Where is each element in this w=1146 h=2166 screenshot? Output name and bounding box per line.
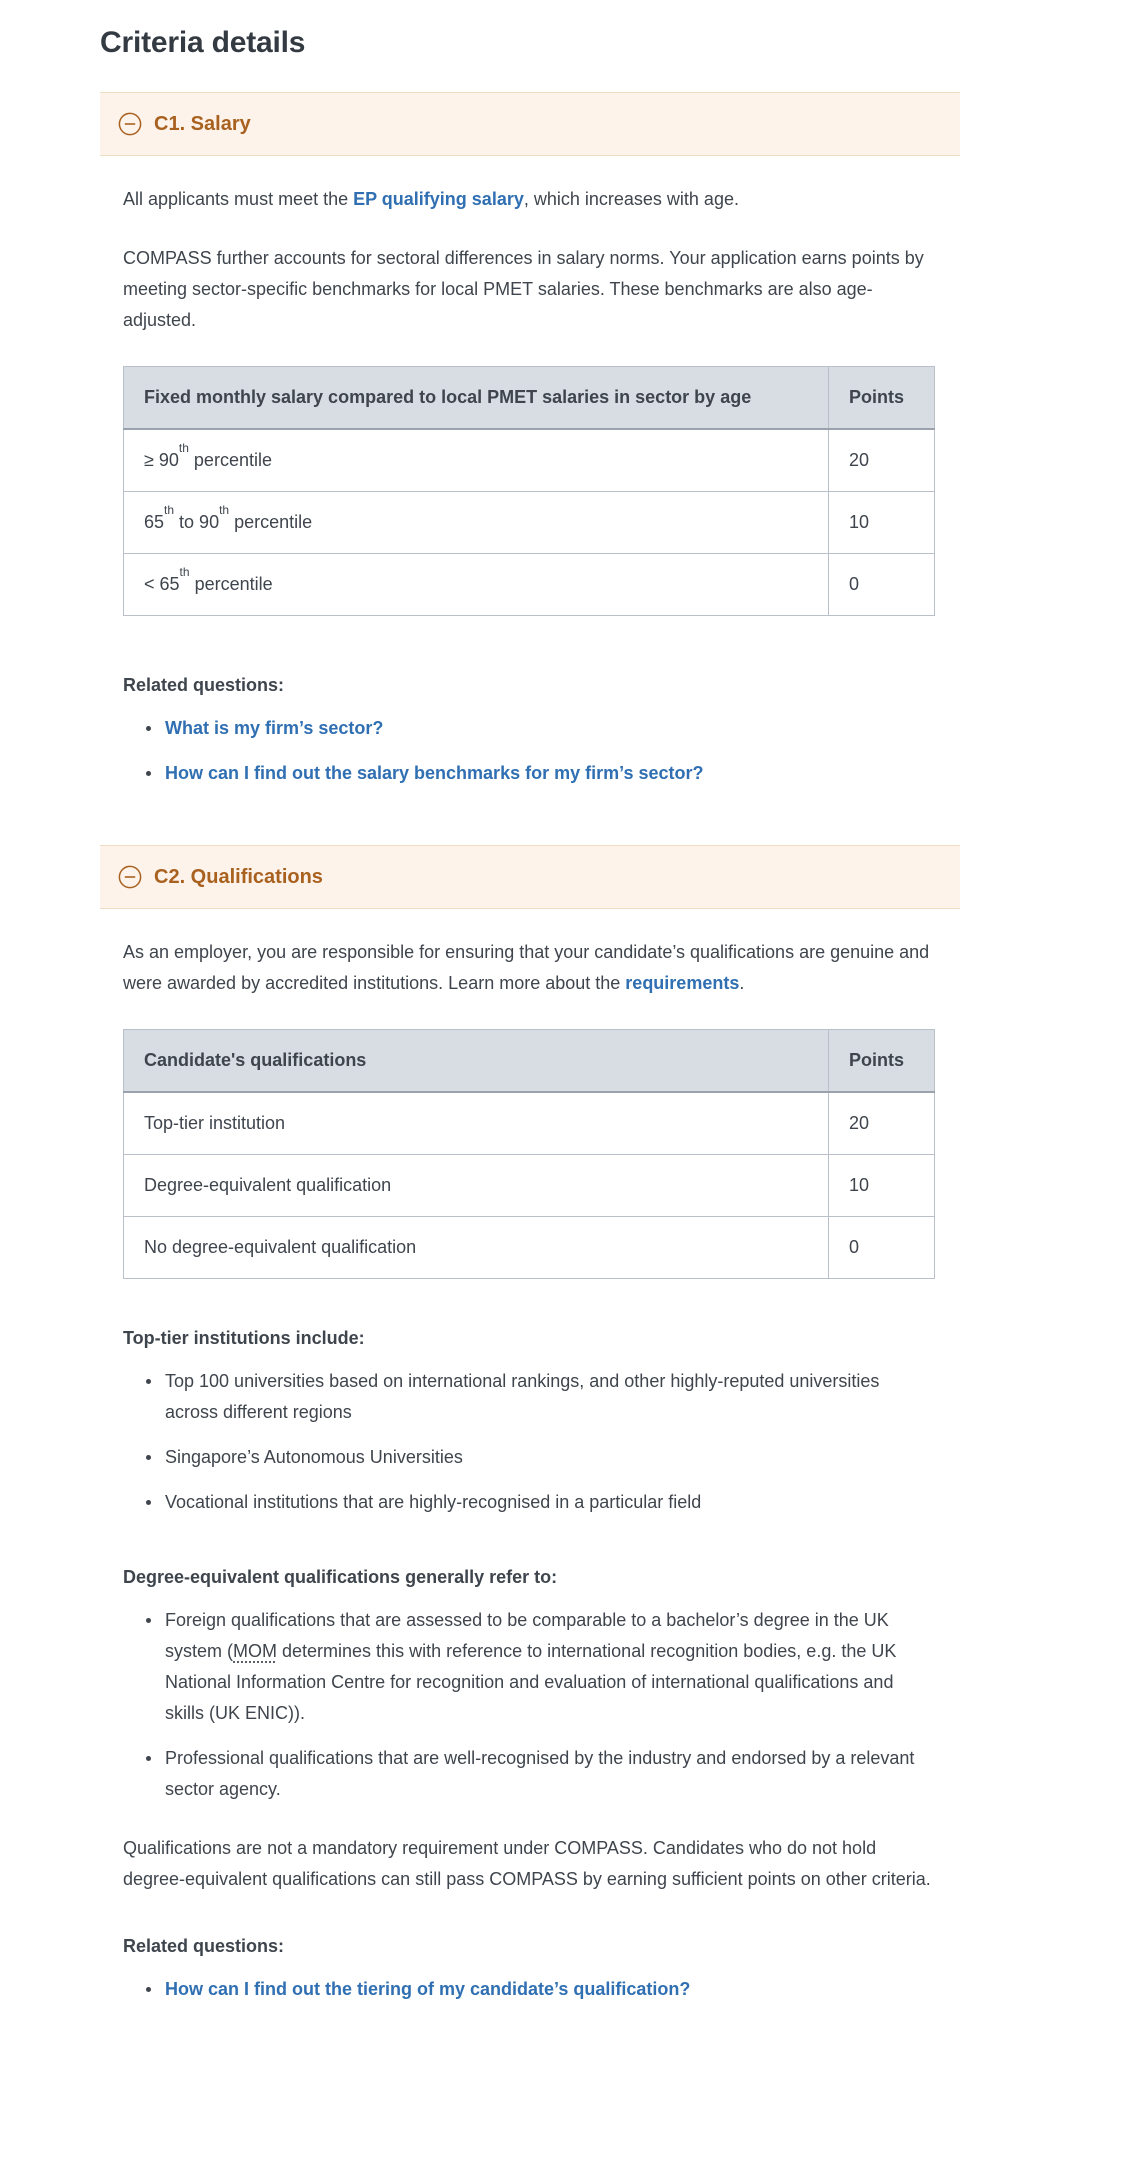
table-row — [124, 554, 935, 616]
list-item: • Singapore’s Autonomous Universities — [163, 1442, 935, 1473]
qualification-row-3-label: No degree-equivalent qualification — [124, 1217, 829, 1279]
qualification-row-3-points: 0 — [829, 1217, 935, 1279]
accordion-c2-qualifications[interactable] — [100, 845, 960, 909]
related-questions-label: Related questions: — [123, 675, 285, 695]
requirements-link[interactable]: requirements — [625, 973, 740, 993]
salary-row-3-text: < 65 — [144, 574, 180, 594]
salary-row-2-text-3: percentile — [229, 512, 313, 532]
table-row — [124, 1217, 935, 1279]
list-item — [163, 713, 935, 744]
list-item — [163, 758, 935, 789]
c2-intro-pre: As an employer, you are responsible for ensuring that your candidate’s qualifications are genuine and were awarded by accredited institutions. Learn more about the — [123, 942, 930, 993]
list-item — [163, 1605, 935, 1729]
salary-points-table — [123, 366, 935, 616]
c1-related-questions — [123, 670, 935, 789]
salary-table-header-points: Points — [829, 367, 935, 430]
accordion-c1-salary[interactable] — [100, 92, 960, 156]
degree-equivalent-section — [123, 1562, 935, 1805]
list-item: • Vocational institutions that are highly-recognised in a particular field — [163, 1487, 935, 1518]
salary-row-3-label — [124, 554, 829, 616]
top-tier-list — [123, 1366, 935, 1518]
c1-intro-pre: All applicants must meet the — [123, 189, 354, 209]
related-questions-label: Related questions: — [123, 1936, 285, 1956]
page-title: Criteria details — [100, 26, 306, 59]
accordion-c2-title: C2. Qualifications — [154, 866, 323, 888]
c1-intro-paragraph — [123, 184, 935, 215]
table-row — [124, 1155, 935, 1217]
salary-row-1-text: ≥ 90 — [144, 450, 179, 470]
list-item — [163, 1974, 935, 2005]
degree-equivalent-heading: Degree-equivalent qualifications generally refer to: — [123, 1567, 558, 1587]
ordinal-sup: th — [179, 565, 190, 579]
c1-section-body — [100, 184, 935, 789]
top-tier-heading: Top-tier institutions include: — [123, 1328, 365, 1348]
ordinal-sup: th — [164, 503, 175, 517]
table-row — [124, 1092, 935, 1155]
qualifications-points-table — [123, 1029, 935, 1279]
c2-intro-paragraph — [123, 937, 935, 999]
qualifications-table-header-criteria: Candidate's qualifications — [124, 1030, 829, 1093]
list-item: • Professional qualifications that are well-recognised by the industry and endorsed by a relevant sector agency. — [163, 1743, 935, 1805]
salary-row-2-text-2: to 90 — [174, 512, 220, 532]
salary-benchmarks-question-link[interactable]: How can I find out the salary benchmarks for my firm’s sector? — [165, 763, 704, 783]
salary-row-1-text-2: percentile — [188, 450, 272, 470]
degree-equivalent-list — [123, 1605, 935, 1805]
top-tier-section — [123, 1323, 935, 1518]
ep-qualifying-salary-link[interactable]: EP qualifying salary — [353, 189, 524, 209]
qualification-row-1-points: 20 — [829, 1092, 935, 1155]
mom-abbreviation: MOM — [233, 1641, 278, 1661]
c2-intro-post: . — [739, 973, 745, 993]
table-header-row — [124, 1030, 935, 1093]
related-questions-list — [123, 713, 935, 789]
degree-item-pre: Foreign qualifications that are assessed to be comparable to a bachelor’s degree in the UK system ( — [165, 1610, 889, 1661]
firm-sector-question-link[interactable]: What is my firm’s sector? — [165, 718, 384, 738]
list-item: • Top 100 universities based on international rankings, and other highly-reputed universities across different regions — [163, 1366, 935, 1428]
salary-row-3-points: 0 — [829, 554, 935, 616]
c2-related-questions — [123, 1931, 935, 2005]
salary-row-1-label — [124, 429, 829, 492]
salary-table-header-criteria: Fixed monthly salary compared to local PMET salaries in sector by age — [124, 367, 829, 430]
salary-row-3-text-2: percentile — [189, 574, 273, 594]
qualification-row-1-label: Top-tier institution — [124, 1092, 829, 1155]
ordinal-sup: th — [178, 441, 189, 455]
degree-item-post: determines this with reference to international recognition bodies, e.g. the UK National Information Centre for recognition and evaluation of international qualifications and skills (UK ENIC)). — [165, 1641, 897, 1723]
table-row — [124, 429, 935, 492]
minus-circle-icon — [118, 112, 142, 136]
accordion-c1-title: C1. Salary — [154, 113, 251, 135]
salary-row-2-label — [124, 492, 829, 554]
c1-intro-post: , which increases with age. — [523, 189, 739, 209]
salary-row-2-points: 10 — [829, 492, 935, 554]
salary-row-2-text: 65 — [144, 512, 165, 532]
qualifications-table-header-points: Points — [829, 1030, 935, 1093]
c2-section-body — [100, 937, 935, 2005]
table-header-row — [124, 367, 935, 430]
salary-row-1-points: 20 — [829, 429, 935, 492]
ordinal-sup: th — [219, 503, 230, 517]
c1-benchmark-paragraph: COMPASS further accounts for sectoral differences in salary norms. Your application earns points by meeting sector-specific benchmarks for local PMET salaries. These benchmarks are also age-adjusted. — [123, 248, 924, 330]
qualification-row-2-points: 10 — [829, 1155, 935, 1217]
minus-circle-icon — [118, 865, 142, 889]
related-questions-list — [123, 1974, 935, 2005]
qualification-tiering-question-link[interactable]: How can I find out the tiering of my candidate’s qualification? — [165, 1979, 691, 1999]
qualification-row-2-label: Degree-equivalent qualification — [124, 1155, 829, 1217]
table-row — [124, 492, 935, 554]
qualifications-note-paragraph: Qualifications are not a mandatory requirement under COMPASS. Candidates who do not hold degree-equivalent qualifications can still pass COMPASS by earning sufficient points on other criteria. — [123, 1838, 931, 1889]
